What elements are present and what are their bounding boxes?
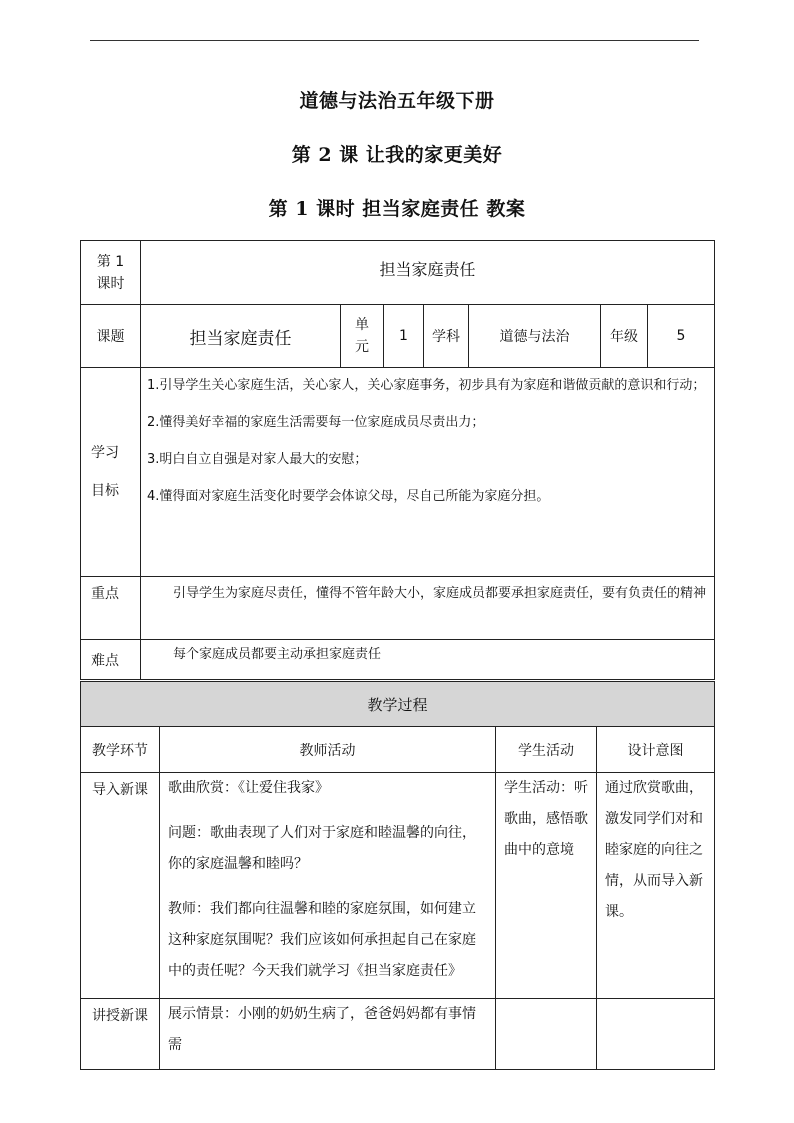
lesson-title: 第 2 课 让我的家更美好 [291,144,503,166]
objective-item: 3.明白自立自强是对家人最大的安慰； [147,452,368,467]
stage-cell: 导入新课 [81,773,160,999]
column-header-teacher: 教师活动 [160,727,496,773]
teacher-activity-line: 问题：歌曲表现了人们对于家庭和睦温馨的向往，你的家庭温馨和睦吗？ [168,825,476,872]
column-header-intent: 设计意图 [597,727,715,773]
table-row [81,773,715,999]
lesson-period-title: 担当家庭责任 [141,241,715,305]
table-row [81,999,715,1070]
difficult-point-value: 每个家庭成员都要主动承担家庭责任 [141,640,715,680]
book-title: 道德与法治五年级下册 [299,90,495,112]
unit-label: 单元 [341,305,384,368]
teacher-activity-line: 歌曲欣赏：《让爱住我家》 [168,780,329,796]
header-rule [90,40,699,41]
grade-value: 5 [648,305,715,368]
teacher-activity-line: 展示情景：小刚的奶奶生病了，爸爸妈妈都有事情需 [168,1006,476,1053]
column-header-stage: 教学环节 [81,727,160,773]
objective-item: 2.懂得美好幸福的家庭生活需要每一位家庭成员尽责出力； [147,415,485,430]
teacher-activity-cell [160,773,496,999]
student-activity-cell: 学生活动：听歌曲，感悟歌曲中的意境 [496,773,597,999]
design-intent-cell: 通过欣赏歌曲，激发同学们对和睦家庭的向往之情，从而导入新课。 [597,773,715,999]
lesson-period-label: 第 1 课时 [81,241,141,305]
column-header-student: 学生活动 [496,727,597,773]
stage-cell: 讲授新课 [81,999,160,1070]
key-point-label: 重点 [81,577,141,640]
objective-item: 4.懂得面对家庭生活变化时要学会体谅父母，尽自己所能为家庭分担。 [147,489,550,504]
student-activity-cell [496,999,597,1070]
key-point-value: 引导学生为家庭尽责任，懂得不管年龄大小，家庭成员都要承担家庭责任，要有负责任的精神 [141,577,715,640]
process-header: 教学过程 [81,682,715,727]
objectives-list [141,368,715,577]
design-intent-cell [597,999,715,1070]
objective-item: 1.引导学生关心家庭生活，关心家人，关心家庭事务，初步具有为家庭和谐做贡献的意识和行动； [147,378,706,393]
subject-label: 学科 [424,305,469,368]
info-table [80,240,715,680]
objectives-label: 学习目标 [81,368,141,577]
teacher-activity-cell [160,999,496,1070]
grade-label: 年级 [601,305,648,368]
teacher-activity-line: 教师：我们都向往温馨和睦的家庭氛围，如何建立这种家庭氛围呢？我们应该如何承担起自己在家庭中的责任呢？今天我们就学习《担当家庭责任》 [168,901,476,979]
process-table [80,681,715,1070]
subject-value: 道德与法治 [469,305,601,368]
period-title: 第 1 课时 担当家庭责任 教案 [268,198,526,220]
difficult-point-label: 难点 [81,640,141,680]
topic-label: 课题 [81,305,141,368]
unit-value: 1 [384,305,424,368]
topic-value: 担当家庭责任 [141,305,341,368]
